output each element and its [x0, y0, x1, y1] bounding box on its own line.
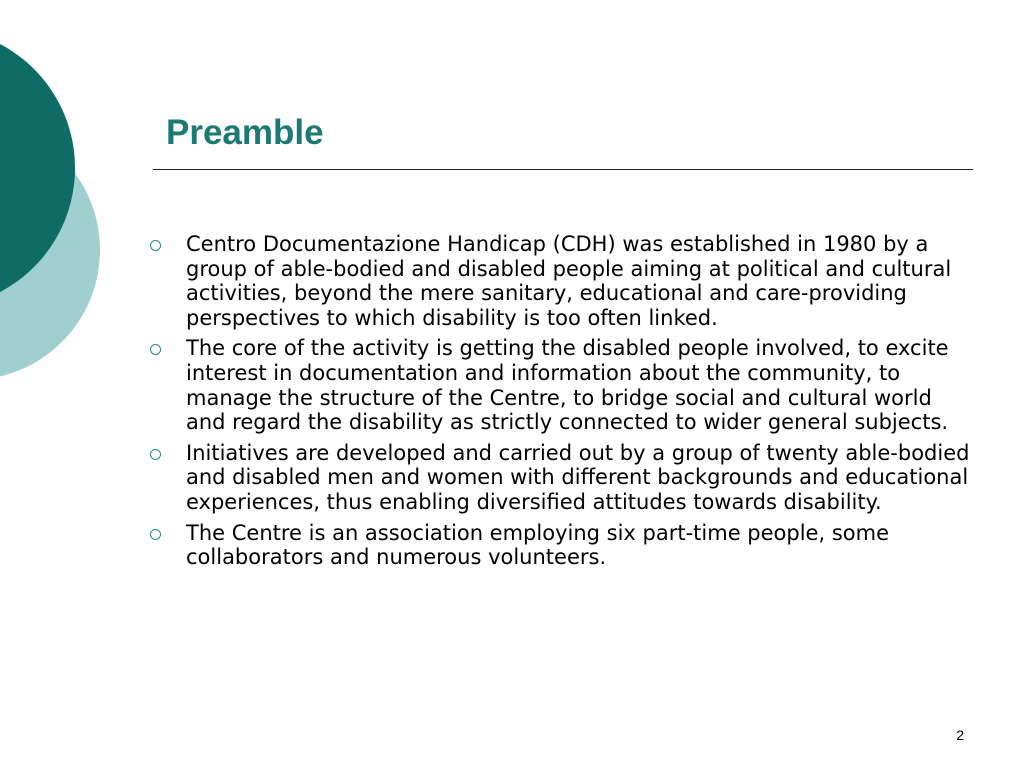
bullet-item — [146, 336, 976, 434]
bullet-list — [146, 232, 976, 576]
hollow-circle-bullet-icon — [150, 240, 161, 251]
bullet-item — [146, 521, 976, 570]
bullet-text: Centro Documentazione Handicap (CDH) was established in 1980 by a group of able-bodied and disabled people aiming at political and cultural activities, beyond the mere sanitary, educational and care-providing perspectives to which disability is too often linked. — [186, 232, 952, 330]
page-number: 2 — [956, 727, 964, 743]
title-divider — [153, 169, 973, 170]
slide-title: Preamble — [166, 113, 324, 152]
bullet-item — [146, 441, 976, 515]
bullet-text: Initiatives are developed and carried out by a group of twenty able-bodied and disabled men and women with different backgrounds and educational experiences, thus enabling diversified attitudes towards disability. — [186, 440, 970, 514]
hollow-circle-bullet-icon — [150, 344, 161, 355]
bullet-item — [146, 232, 976, 330]
decorative-circles — [0, 0, 120, 420]
bullet-text: The Centre is an association employing six part-time people, some collaborators and numerous volunteers. — [186, 520, 889, 570]
hollow-circle-bullet-icon — [150, 449, 161, 460]
hollow-circle-bullet-icon — [150, 529, 161, 540]
bullet-text: The core of the activity is getting the disabled people involved, to excite interest in documentation and information about the community, to manage the structure of the Centre, to bridge social and cultural world and regard the disability as strictly connected to wider general subjects. — [186, 336, 949, 435]
